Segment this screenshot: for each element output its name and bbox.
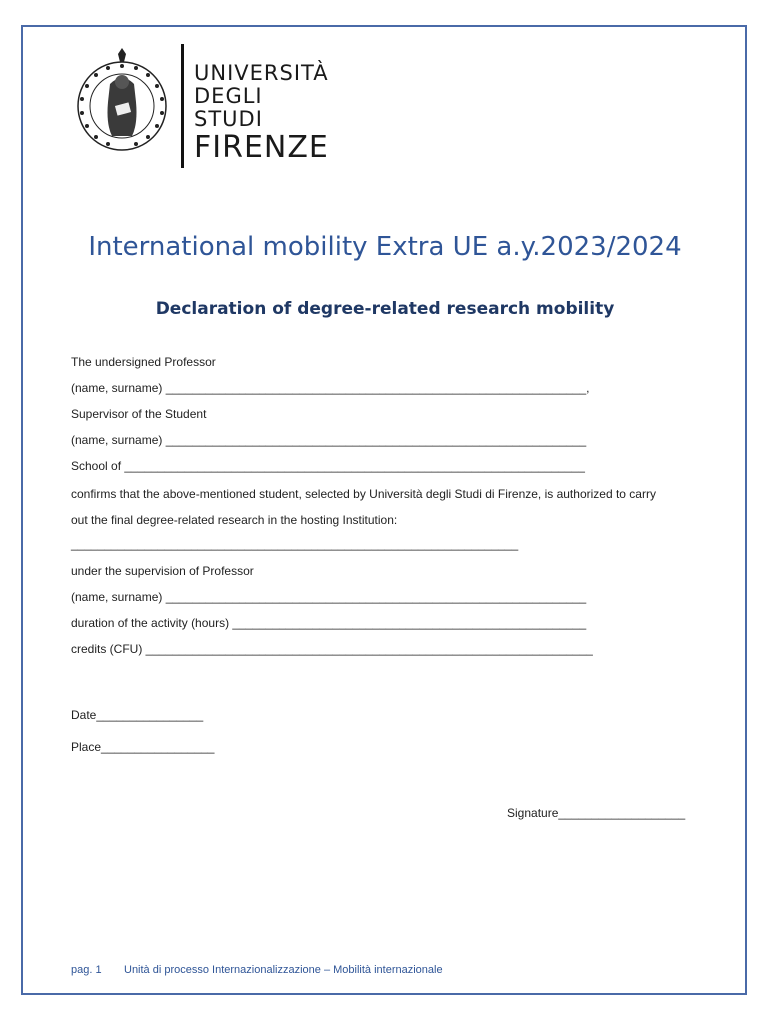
credits-field[interactable]: credits (CFU) ___________________________________________________________________: [71, 642, 593, 656]
logo-line-2: DEGLI STUDI: [194, 84, 263, 131]
undersigned-label: The undersigned Professor: [71, 355, 216, 369]
place-field[interactable]: Place_________________: [71, 740, 215, 754]
supervisor-label: Supervisor of the Student: [71, 407, 207, 421]
document-subtitle: Declaration of degree-related research mobility: [155, 299, 615, 319]
logo-wordmark: [194, 62, 336, 165]
professor-name-field[interactable]: (name, surname) _______________________________________________________________,: [71, 381, 590, 395]
confirmation-text-2: out the final degree-related research in the hosting Institution:: [71, 513, 398, 527]
confirmation-text-1: confirms that the above-mentioned student, selected by Università degli Studi di Firenze, is authorized to carry: [71, 487, 656, 501]
supervision-label: under the supervision of Professor: [71, 564, 254, 578]
supervisor-name-field[interactable]: (name, surname) _______________________________________________________________: [71, 590, 587, 604]
page-number: pag. 1: [71, 964, 102, 976]
school-field[interactable]: School of _____________________________________________________________________: [71, 459, 585, 473]
document-title: International mobility Extra UE a.y.2023/2024: [88, 232, 682, 262]
signature-field[interactable]: Signature___________________: [507, 806, 686, 820]
logo-line-1: UNIVERSITÀ: [194, 61, 329, 85]
footer-unit: Unità di processo Internazionalizzazione – Mobilità internazionale: [124, 964, 443, 976]
logo-line-3: FIRENZE: [194, 130, 329, 165]
duration-field[interactable]: duration of the activity (hours) _____________________________________________________: [71, 616, 587, 630]
logo-divider: [181, 44, 184, 168]
university-logo: [76, 44, 336, 169]
date-field[interactable]: Date________________: [71, 708, 204, 722]
student-name-field[interactable]: (name, surname) _______________________________________________________________: [71, 433, 587, 447]
page-border: [21, 25, 747, 995]
university-seal-icon: [76, 44, 168, 162]
hosting-institution-field[interactable]: ___________________________________________________________________: [71, 537, 519, 551]
